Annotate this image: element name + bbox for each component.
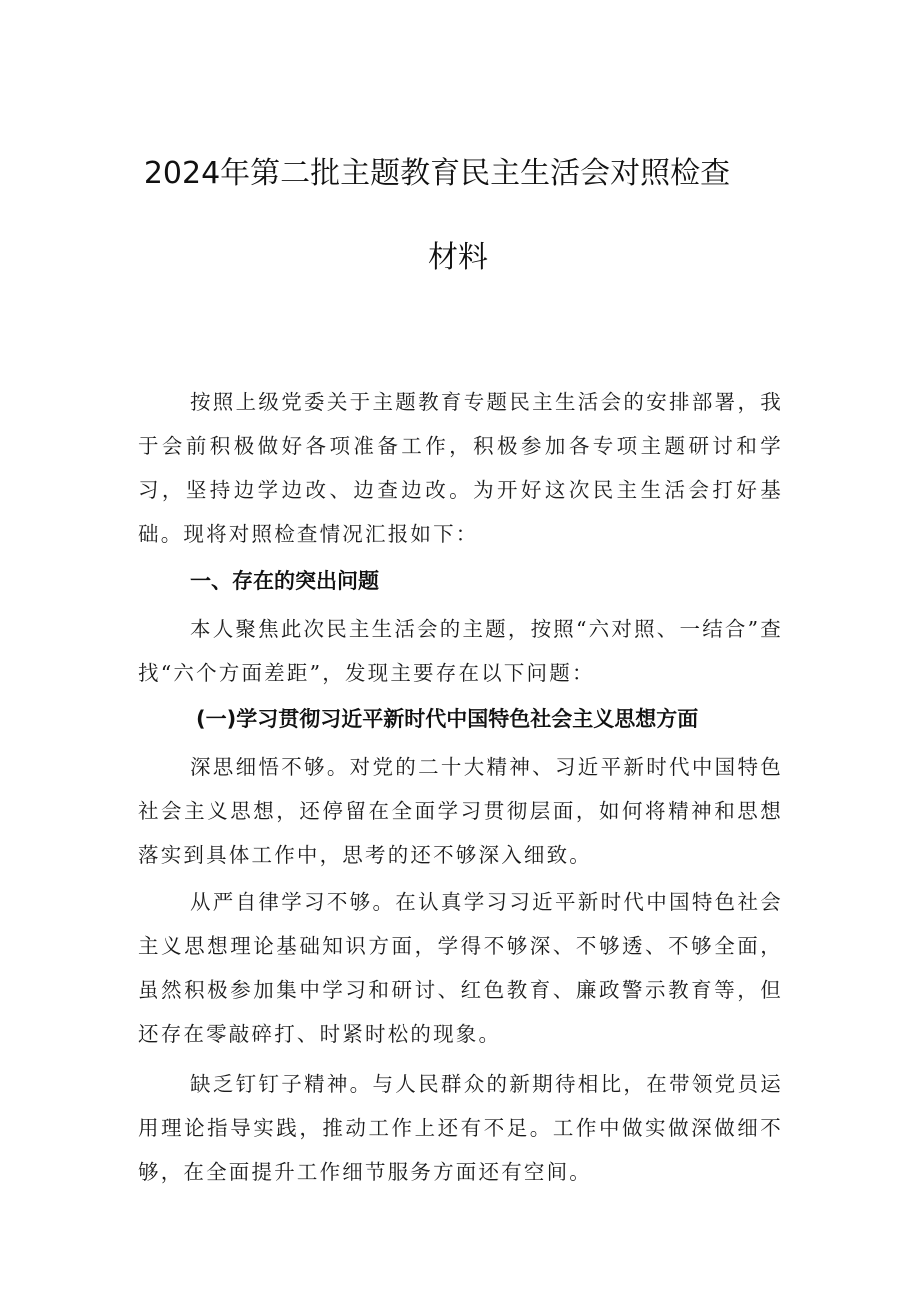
problem-paragraph-3: 缺乏钉钉子精神。与人民群众的新期待相比，在带领党员运用理论指导实践，推动工作上还有不足。工作中做实做深做细不够，在全面提升工作细节服务方面还有空间。 bbox=[138, 1072, 783, 1184]
intro-paragraph: 按照上级党委关于主题教育专题民主生活会的安排部署，我于会前积极做好各项准备工作，积极参加各专项主题研讨和学习，坚持边学边改、边查边改。为开好这次民主生活会打好基础。现将对照检查情况汇报如下： bbox=[138, 390, 783, 546]
section-heading-problems: 一、存在的突出问题 bbox=[190, 569, 379, 593]
problem-paragraph-2: 从严自律学习不够。在认真学习习近平新时代中国特色社会主义思想理论基础知识方面，学得不够深、不够透、不够全面，虽然积极参加集中学习和研讨、红色教育、廉政警示教育等，但还存在零敲碎打、时紧时松的现象。 bbox=[138, 890, 783, 1046]
section-intro-paragraph: 本人聚焦此次民主生活会的主题，按照“六对照、一结合”查找“六个方面差距”，发现主要存在以下问题： bbox=[138, 617, 783, 685]
document-title-line-2: 材料 bbox=[428, 240, 488, 275]
subsection-heading-study: (一)学习贯彻习近平新时代中国特色社会主义思想方面 bbox=[196, 707, 699, 731]
document-title-line-1: 2024年第二批主题教育民主生活会对照检查 bbox=[143, 156, 731, 191]
problem-paragraph-1: 深思细悟不够。对党的二十大精神、习近平新时代中国特色社会主义思想，还停留在全面学习贯彻层面，如何将精神和思想落实到具体工作中，思考的还不够深入细致。 bbox=[138, 755, 783, 867]
